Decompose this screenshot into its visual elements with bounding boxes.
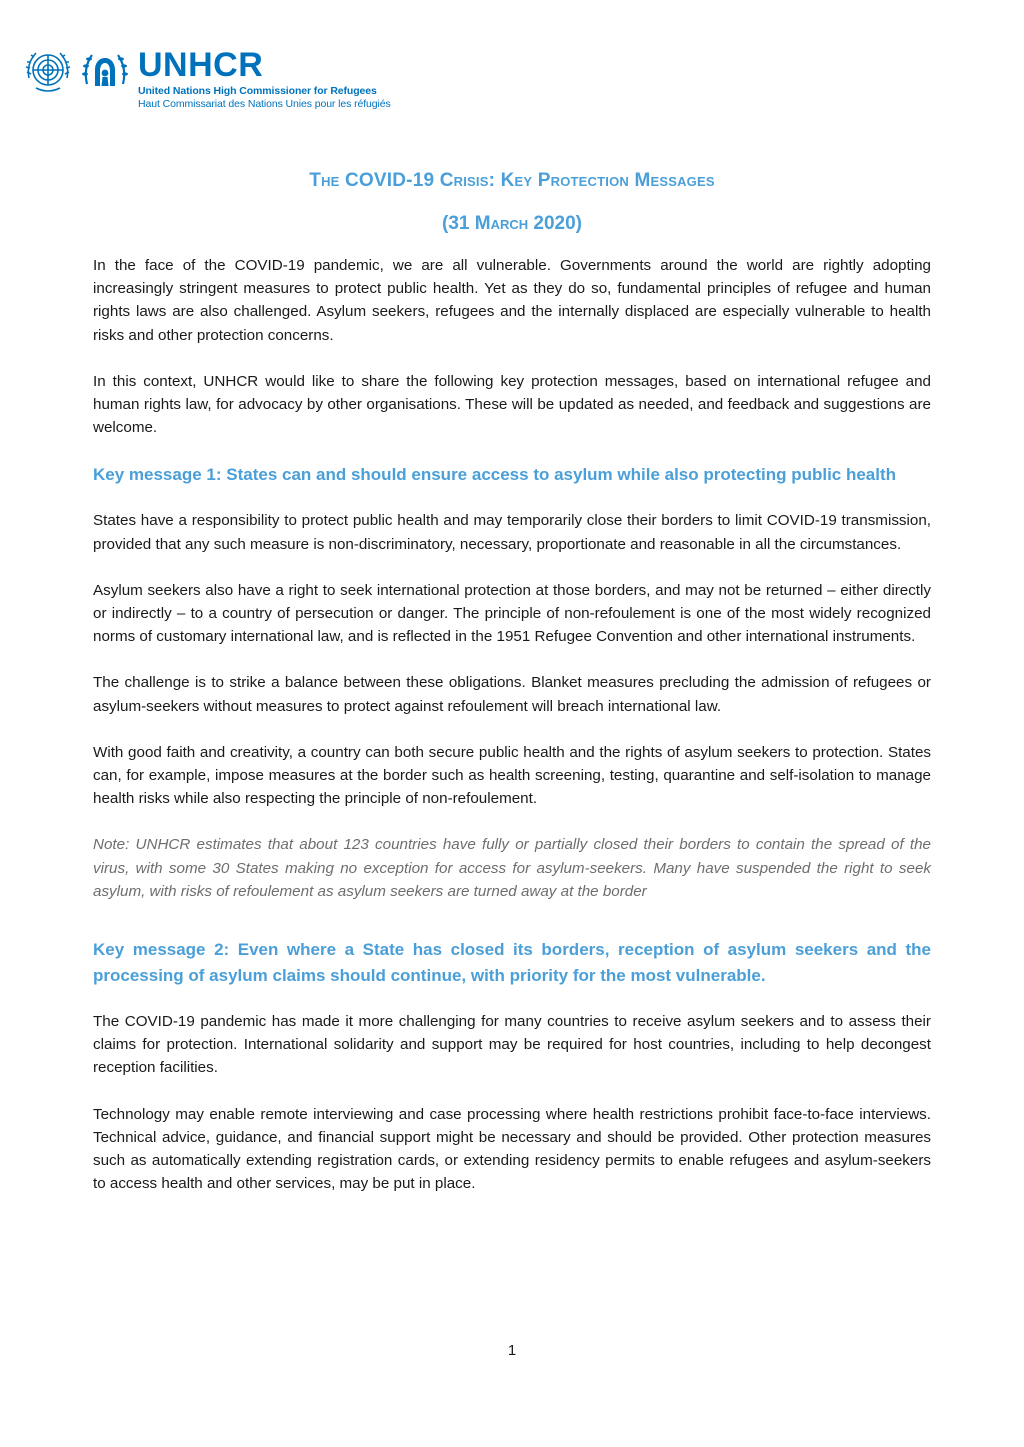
page-number: 1 (507, 1342, 517, 1359)
document-body (93, 254, 931, 1218)
logo-subtitle-fr: Haut Commissariat des Nations Unies pour les réfugiés (138, 98, 391, 110)
unhcr-logo (22, 44, 391, 110)
key-message-2-paragraph: The COVID-19 pandemic has made it more challenging for many countries to receive asylum seekers and to assess their claims for protection. International solidarity and support may be required for host countries, including to help decongest reception facilities. (93, 1013, 931, 1077)
key-message-1-paragraph: With good faith and creativity, a country can both secure public health and the rights of asylum seekers to protection. States can, for example, impose measures at the border such as health screening, testing, quarantine and self-isolation to manage health risks while also respecting the principle of non-refoulement. (93, 743, 931, 808)
key-message-2-heading: Key message 2: Even where a State has closed its borders, reception of asylum seekers and the processing of asylum claims should continue, with priority for the most vulnerable. (93, 940, 931, 986)
key-message-1-note: Note: UNHCR estimates that about 123 countries have fully or partially closed their borders to contain the spread of the virus, with some 30 States making no exception for access for asylum-seekers. Many have suspended the right to seek asylum, with risks of refoulement as asylum seekers are turned away at the border (93, 836, 931, 900)
key-message-1-paragraph: The challenge is to strike a balance between these obligations. Blanket measures precluding the admission of refugees or asylum-seekers without measures to protect against refoulement will breach international law. (93, 674, 931, 715)
key-message-1-paragraph: States have a responsibility to protect public health and may temporarily close their borders to limit COVID-19 transmission, provided that any such measure is non-discriminatory, necessary, proportionate and reasonable in all the circumstances. (93, 512, 931, 553)
document-title: The COVID-19 Crisis: Key Protection Messages (309, 170, 715, 191)
logo-text (138, 48, 391, 110)
logo-subtitle-en: United Nations High Commissioner for Refugees (138, 85, 377, 97)
unhcr-emblem-icon (78, 44, 132, 98)
intro-paragraph: In the face of the COVID-19 pandemic, we are all vulnerable. Governments around the world are rightly adopting increasingly stringent measures to protect public health. Yet as they do so, fundamental principles of refugee and human rights laws are also challenged. Asylum seekers, refugees and the internally displaced are especially vulnerable to health risks and other protection concerns. (93, 257, 931, 344)
key-message-2-paragraph: Technology may enable remote interviewing and case processing where health restrictions prohibit face-to-face interviews. Technical advice, guidance, and financial support might be necessary and should be provided. Other protection measures such as automatically extending registration cards, or extending residency permits to enable refugees and asylum-seekers to access health and other services, may be put in place. (93, 1105, 931, 1193)
logo-name: UNHCR (138, 46, 264, 84)
intro-paragraph: In this context, UNHCR would like to share the following key protection messages, based on international refugee and human rights law, for advocacy by other organisations. These will be updated as needed, and feedback and suggestions are welcome. (93, 372, 931, 437)
key-message-1-paragraph: Asylum seekers also have a right to seek international protection at those borders, and may not be returned – either directly or indirectly – to a country of persecution or danger. The principle of non-refoulement is one of the most widely recognized norms of customary international law, and is reflected in the 1951 Refugee Convention and other international instruments. (93, 581, 931, 646)
document-date: (31 March 2020) (442, 213, 582, 234)
un-emblem-icon (22, 44, 74, 96)
key-message-1-heading: Key message 1: States can and should ensure access to asylum while also protecting public health (93, 465, 897, 485)
